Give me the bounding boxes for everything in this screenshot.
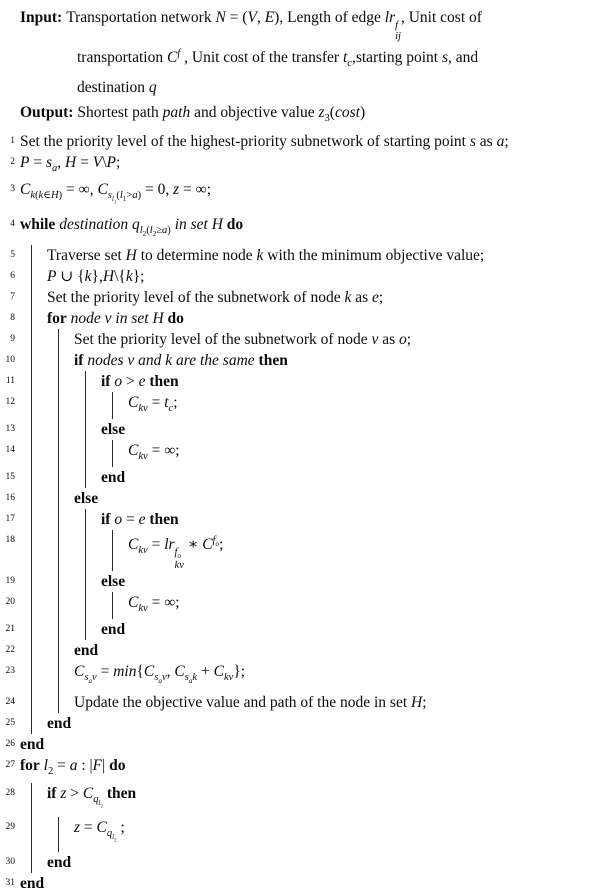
- indent-guide: [31, 817, 47, 852]
- output-label: Output:: [20, 104, 74, 122]
- line-content: else: [101, 573, 126, 591]
- indent-guide: [58, 509, 74, 530]
- line-content: if nodes v and k are the same then: [74, 352, 288, 370]
- line-number: 1: [10, 136, 15, 147]
- line-content: P ∪ {k},H\{k};: [47, 268, 145, 286]
- indent-guide: [58, 329, 74, 350]
- line-number: 30: [5, 856, 15, 867]
- indent-guide: [31, 619, 47, 640]
- algorithm-line: [0, 467, 604, 488]
- algorithm-line: [0, 619, 604, 640]
- line-content: end: [20, 874, 45, 892]
- indent-guide: [31, 713, 47, 734]
- algorithm-line: [0, 371, 604, 392]
- algorithm-line: [0, 329, 604, 350]
- indent-guide: [31, 509, 47, 530]
- indent-guide: [85, 419, 101, 440]
- indent-guide: [31, 592, 47, 619]
- line-number: 3: [10, 184, 15, 195]
- line-number: 28: [5, 787, 15, 798]
- indent-guide: [85, 592, 101, 619]
- line-number: 20: [5, 597, 15, 608]
- line-number: 13: [5, 424, 15, 435]
- algorithm-line: [0, 592, 604, 619]
- line-number: 26: [5, 739, 15, 750]
- algorithm-line: [0, 287, 604, 308]
- input-line-1: [20, 5, 604, 42]
- line-number: 10: [5, 355, 15, 366]
- indent-guide: [85, 509, 101, 530]
- indent-guide: [58, 817, 74, 852]
- line-number: 24: [5, 697, 15, 708]
- line-content: for node v in set H do: [47, 310, 184, 328]
- line-content: else: [101, 421, 126, 439]
- indent-guide: [58, 571, 74, 592]
- algorithm-line: [0, 350, 604, 371]
- input-label: Input:: [20, 9, 63, 26]
- algorithm-line: [0, 266, 604, 287]
- line-content: $P = s_a$, H = V\P;: [20, 154, 121, 175]
- line-number: 25: [5, 718, 15, 729]
- algorithm-line: [0, 873, 604, 894]
- indent-guide: [112, 392, 128, 419]
- algorithm-line: [0, 152, 604, 179]
- indent-guide: [31, 266, 47, 287]
- algorithm-line: [0, 692, 604, 713]
- line-number: 11: [5, 376, 15, 387]
- indent-guide: [85, 571, 101, 592]
- line-content: end: [74, 642, 99, 660]
- line-number: 18: [5, 535, 15, 546]
- line-number: 21: [5, 624, 15, 635]
- indent-guide: [31, 783, 47, 818]
- indent-guide: [58, 371, 74, 392]
- indent-guide: [85, 371, 101, 392]
- indent-guide: [112, 530, 128, 571]
- line-number: 5: [10, 250, 15, 261]
- algorithm-body: [0, 131, 604, 894]
- indent-guide: [31, 467, 47, 488]
- indent-guide: [58, 530, 74, 571]
- line-content: Set the priority level of the subnetwork of node k as e;: [47, 289, 384, 307]
- algorithm-line: [0, 530, 604, 571]
- line-content: $C_{kv} = t_c$;: [128, 394, 178, 415]
- line-content: end: [101, 621, 126, 639]
- line-content: Set the priority level of the subnetwork of node v as o;: [74, 331, 412, 349]
- algorithm-line: [0, 661, 604, 692]
- indent-guide: [31, 419, 47, 440]
- indent-guide: [31, 308, 47, 329]
- input-line-3: destination q: [77, 79, 157, 97]
- indent-guide: [31, 329, 47, 350]
- indent-guide: [31, 392, 47, 419]
- indent-guide: [31, 640, 47, 661]
- line-number: 7: [10, 292, 15, 303]
- algorithm-line: [0, 308, 604, 329]
- output-line: [20, 100, 604, 131]
- indent-guide: [31, 287, 47, 308]
- algorithm-line: [0, 755, 604, 782]
- line-content: if o = e then: [101, 511, 179, 529]
- algorithm-line: [0, 245, 604, 266]
- algorithm-line: [0, 179, 604, 214]
- line-number: 4: [10, 218, 15, 229]
- line-number: 27: [5, 760, 15, 771]
- algorithm-header: [0, 5, 604, 131]
- line-number: 2: [10, 157, 15, 168]
- line-number: 19: [5, 576, 15, 587]
- indent-guide: [31, 371, 47, 392]
- line-content: if $z > C_{q_{l_2}}$ then: [47, 784, 137, 810]
- line-number: 9: [10, 334, 15, 345]
- line-number: 12: [5, 397, 15, 408]
- indent-guide: [58, 661, 74, 692]
- indent-guide: [31, 440, 47, 467]
- indent-guide: [31, 530, 47, 571]
- indent-guide: [58, 419, 74, 440]
- indent-guide: [58, 692, 74, 713]
- line-content: while destination $q_{l_2(l_2\ge a)}$ in set H do: [20, 215, 244, 239]
- indent-guide: [112, 440, 128, 467]
- line-number: 6: [10, 271, 15, 282]
- indent-guide: [85, 440, 101, 467]
- line-content: $C_{kv}$ = ∞;: [128, 594, 180, 615]
- indent-guide: [31, 852, 47, 873]
- line-number: 31: [5, 877, 15, 888]
- indent-guide: [58, 392, 74, 419]
- indent-guide: [31, 245, 47, 266]
- indent-guide: [112, 592, 128, 619]
- algorithm-line: [0, 817, 604, 852]
- line-content: if o > e then: [101, 373, 179, 391]
- input-line-2: transportation $C^f$ , Unit cost of the transfer $t_c,starting$ point s, and: [77, 47, 479, 70]
- input-text-1: Transportation network N = (V, E), Length of edge lr f ij , Unit cost of: [66, 9, 482, 42]
- line-content: else: [74, 490, 99, 508]
- algorithm-line: [0, 852, 604, 873]
- indent-guide: [58, 350, 74, 371]
- line-content: end: [20, 736, 45, 754]
- algorithm-line: [0, 131, 604, 152]
- algorithm-line: [0, 392, 604, 419]
- line-content: $C_{k(k\in H)}$ = ∞, $C_{s_{l_1}(l_1>a)} = 0$, z = ∞;: [20, 181, 212, 206]
- line-content: $C_{kv}$ = lr $f_o$ kv ∗ $C^{f_o}$;: [128, 535, 224, 572]
- algorithm-line: [0, 488, 604, 509]
- line-content: Update the objective value and path of the node in set H;: [74, 694, 427, 712]
- line-number: 29: [5, 822, 15, 833]
- algorithm-line: [0, 214, 604, 245]
- line-content: $C_{s_av} = \min\{C_{s_av}$, $C_{s_ak} + C_{kv}$};: [74, 663, 246, 686]
- line-content: Set the priority level of the highest-priority subnetwork of starting point s as a;: [20, 133, 509, 151]
- indent-guide: [58, 467, 74, 488]
- algorithm-line: [0, 734, 604, 755]
- line-content: for $l_2 = a$ : |F| do: [20, 757, 126, 778]
- line-number: 8: [10, 313, 15, 324]
- line-content: end: [101, 469, 126, 487]
- indent-guide: [31, 350, 47, 371]
- line-number: 16: [5, 493, 15, 504]
- indent-guide: [31, 488, 47, 509]
- line-number: 22: [5, 645, 15, 656]
- line-content: end: [47, 715, 72, 733]
- line-content: $C_{kv}$ = ∞;: [128, 442, 180, 463]
- line-content: Traverse set H to determine node k with the minimum objective value;: [47, 247, 485, 265]
- algorithm-line: [0, 419, 604, 440]
- line-number: 15: [5, 472, 15, 483]
- line-content: $z = C_{q_{l_2}}$ ;: [74, 819, 125, 844]
- indent-guide: [58, 619, 74, 640]
- indent-guide: [31, 692, 47, 713]
- indent-guide: [58, 488, 74, 509]
- algorithm-line: [0, 783, 604, 818]
- line-content: end: [47, 853, 72, 871]
- line-number: 17: [5, 514, 15, 525]
- algorithm-line: [0, 713, 604, 734]
- indent-guide: [31, 661, 47, 692]
- indent-guide: [85, 392, 101, 419]
- indent-guide: [31, 571, 47, 592]
- algorithm-line: [0, 509, 604, 530]
- algorithm-line: [0, 440, 604, 467]
- line-number: 23: [5, 666, 15, 677]
- output-text: Shortest path path and objective value $z_3(\cos t)$: [77, 104, 366, 125]
- indent-guide: [85, 467, 101, 488]
- indent-guide: [58, 640, 74, 661]
- algorithm-line: [0, 571, 604, 592]
- indent-guide: [58, 440, 74, 467]
- indent-guide: [85, 530, 101, 571]
- indent-guide: [85, 619, 101, 640]
- line-number: 14: [5, 445, 15, 456]
- algorithm-line: [0, 640, 604, 661]
- indent-guide: [58, 592, 74, 619]
